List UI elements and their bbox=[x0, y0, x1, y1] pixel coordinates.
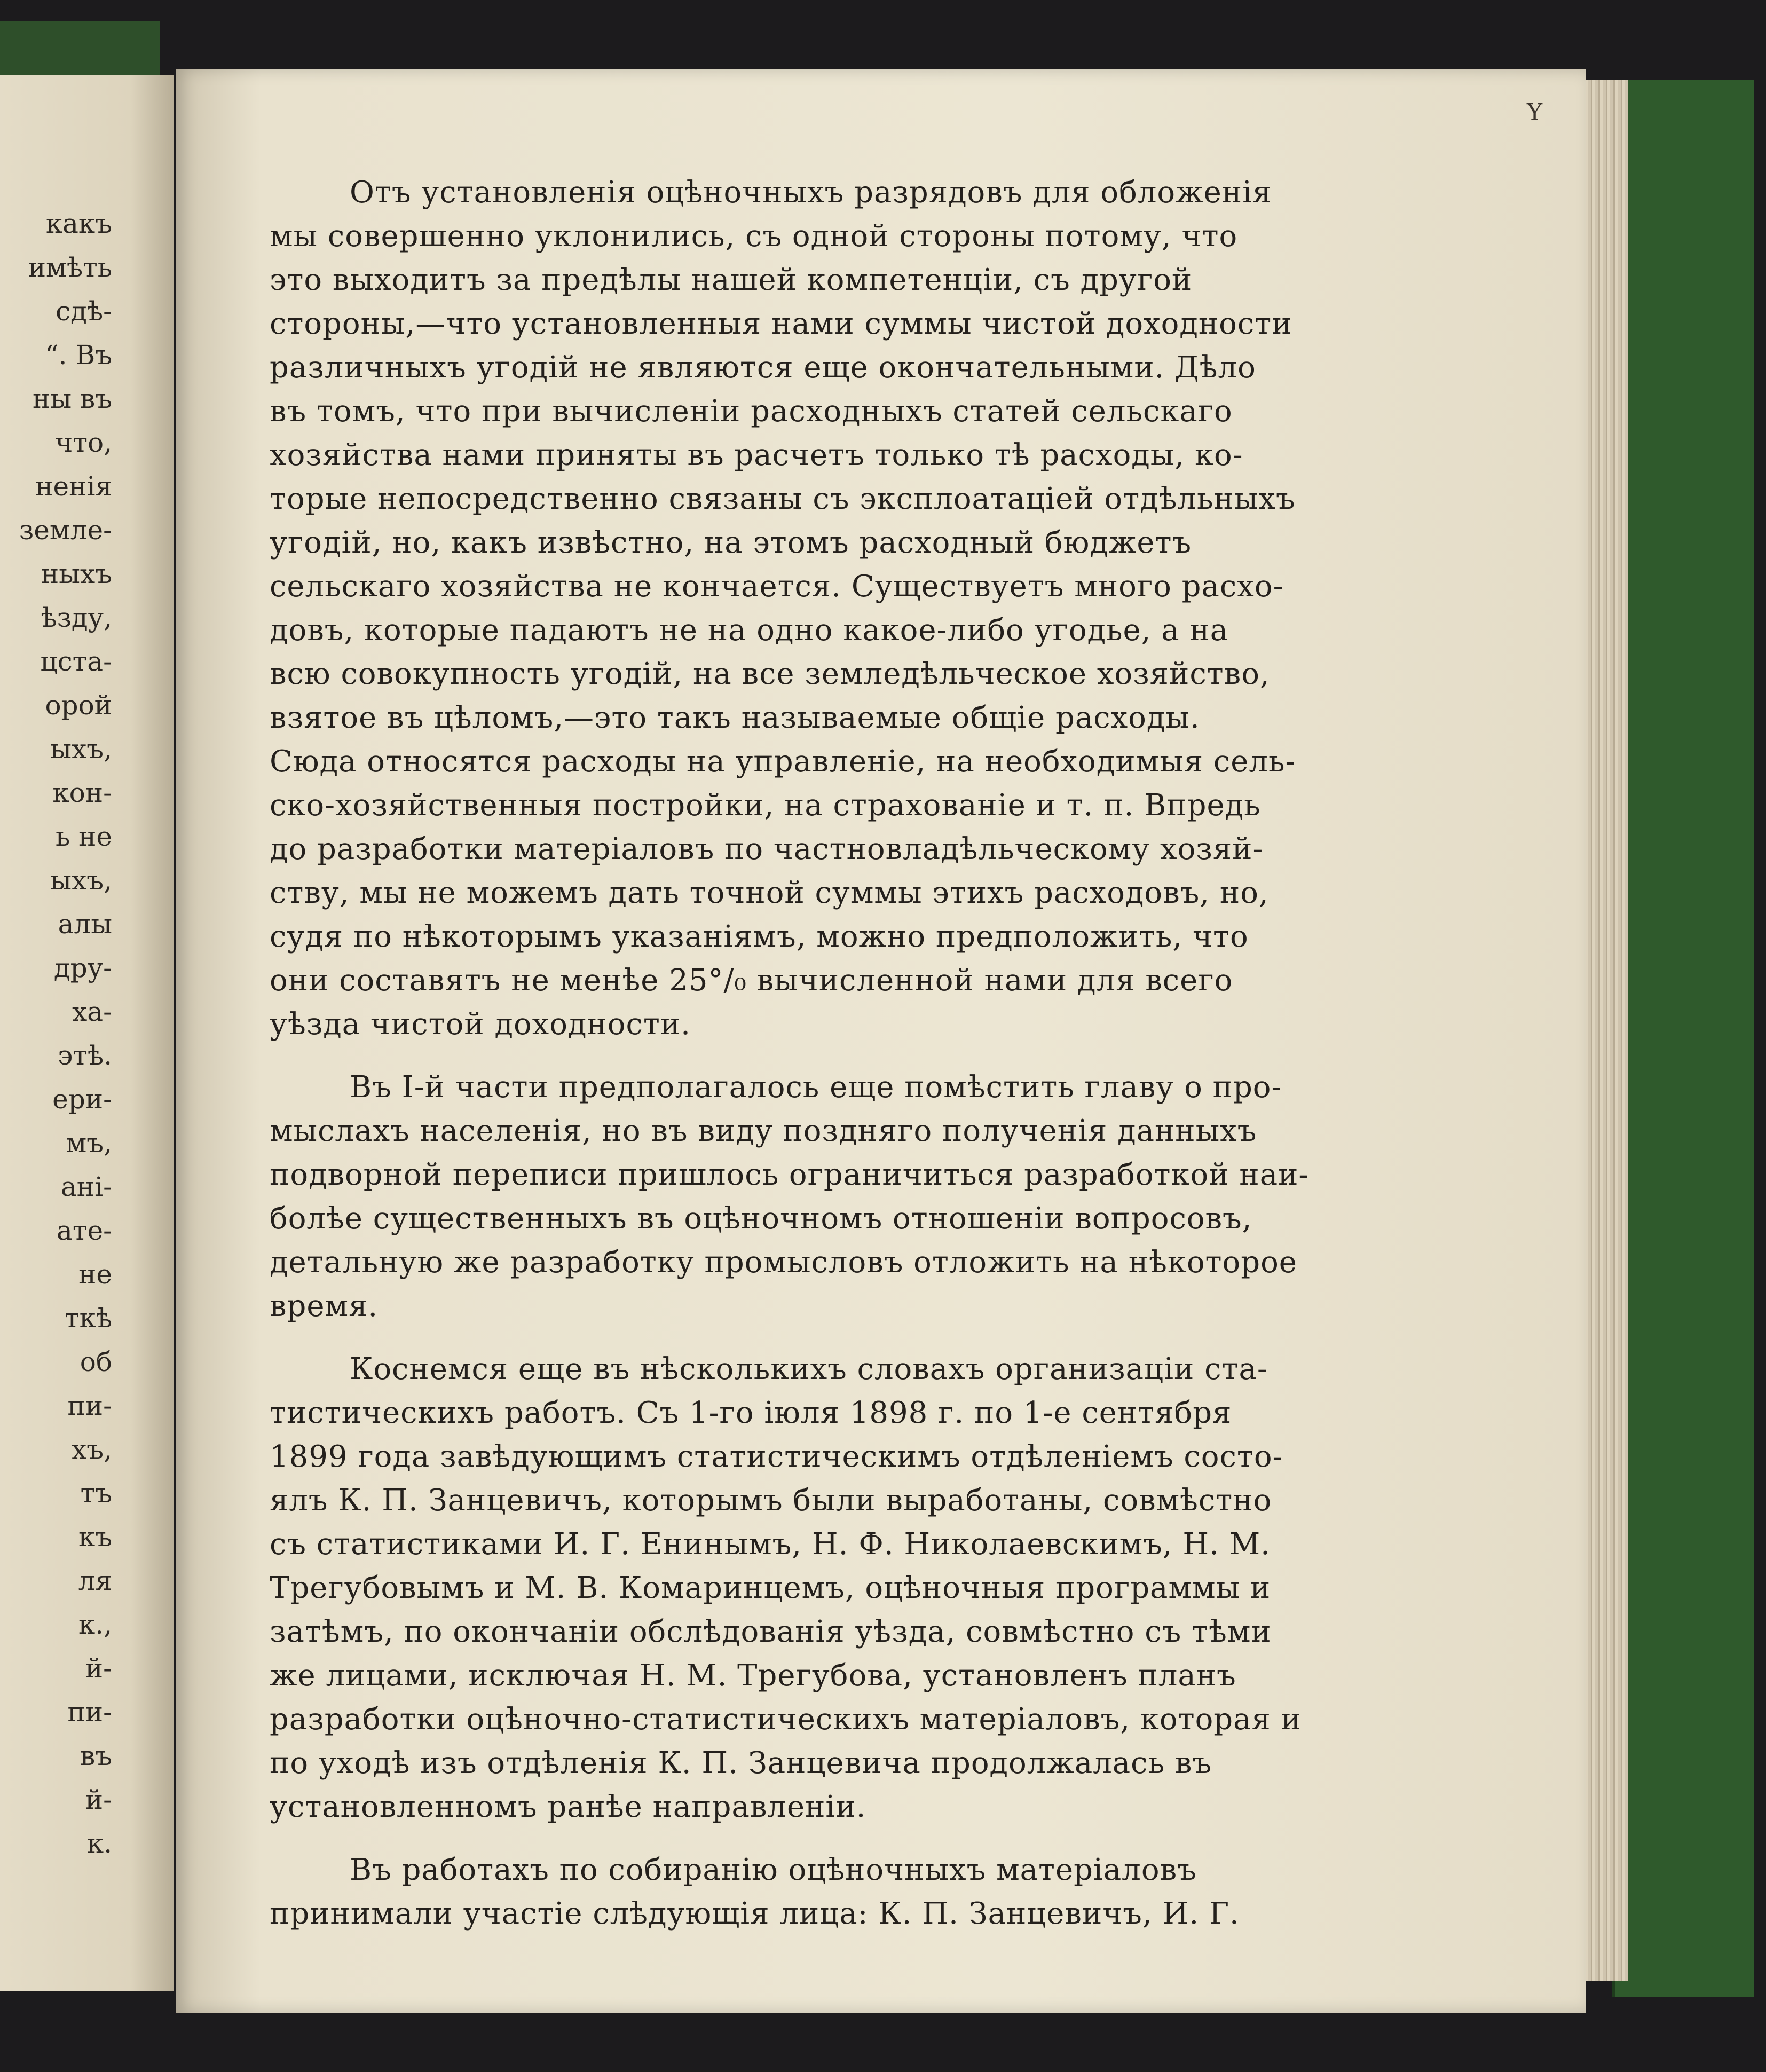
left-page-fragment: анi- bbox=[60, 1171, 112, 1202]
text-line: же лицами, исключая Н. М. Трегубова, установленъ планъ bbox=[270, 1658, 1236, 1693]
left-page-fragment: пи- bbox=[67, 1697, 112, 1728]
text-line: различныхъ угодій не являются еще окончательными. Дѣло bbox=[270, 350, 1256, 385]
text-line: стороны,—что установленныя нами суммы чистой доходности bbox=[270, 306, 1292, 341]
left-page-fragment: к., bbox=[78, 1609, 112, 1640]
paragraph-2 bbox=[270, 1066, 1615, 1328]
left-page-fragment: об bbox=[80, 1346, 112, 1377]
left-page-fragment: имѣть bbox=[28, 252, 112, 283]
page-marker: Y bbox=[1527, 99, 1543, 126]
left-page-fragment: пи- bbox=[67, 1390, 112, 1421]
text-line: Отъ установленія оцѣночныхъ разрядовъ для обложенія bbox=[350, 175, 1272, 210]
text-line: подворной переписи пришлось ограничиться разработкой наи- bbox=[270, 1157, 1310, 1192]
left-page-fragment: хъ, bbox=[72, 1434, 112, 1465]
text-line: Въ работахъ по собиранію оцѣночныхъ матеріаловъ bbox=[350, 1853, 1197, 1887]
text-line: время. bbox=[270, 1289, 379, 1323]
left-page-fragment: кон- bbox=[52, 777, 112, 808]
left-page-fragment: не bbox=[78, 1259, 112, 1290]
text-line: 1899 года завѣдующимъ статистическимъ отдѣленіемъ состо- bbox=[270, 1439, 1283, 1474]
left-page-fragment: къ bbox=[78, 1522, 112, 1553]
text-line: Сюда относятся расходы на управленіе, на необходимыя сель- bbox=[270, 744, 1296, 779]
left-page-fragment: алы bbox=[58, 909, 112, 940]
left-page bbox=[0, 75, 174, 1991]
left-page-fragment: ыхъ, bbox=[50, 734, 112, 765]
text-line: ялъ К. П. Занцевичъ, которымъ были выработаны, совмѣстно bbox=[270, 1483, 1272, 1518]
text-line: болѣе существенныхъ въ оцѣночномъ отношеніи вопросовъ, bbox=[270, 1201, 1252, 1236]
text-line: торые непосредственно связаны съ эксплоатаціей отдѣльныхъ bbox=[270, 482, 1296, 516]
book-cover-right bbox=[1612, 80, 1754, 1997]
text-line: сельскаго хозяйства не кончается. Существуетъ много расхо- bbox=[270, 569, 1284, 604]
paragraph-3 bbox=[270, 1348, 1615, 1829]
left-page-fragment: этѣ. bbox=[58, 1040, 112, 1071]
left-page-fragment: й- bbox=[85, 1784, 112, 1815]
left-page-fragment: к. bbox=[86, 1828, 112, 1859]
text-line: Трегубовымъ и М. В. Комаринцемъ, оцѣночныя программы и bbox=[270, 1571, 1271, 1605]
left-page-fragment: сдѣ- bbox=[56, 296, 112, 327]
text-line: съ статистиками И. Г. Енинымъ, Н. Ф. Николаевскимъ, Н. М. bbox=[270, 1527, 1271, 1562]
text-line: взятое въ цѣломъ,—это такъ называемые общіе расходы. bbox=[270, 700, 1200, 735]
right-page bbox=[176, 69, 1586, 2013]
left-page-fragment: ненія bbox=[35, 471, 112, 502]
left-page-fragment: ѣзду, bbox=[41, 602, 112, 633]
text-line: детальную же разработку промысловъ отложить на нѣкоторое bbox=[270, 1245, 1297, 1280]
left-page-fragment: дру- bbox=[53, 952, 112, 983]
paragraph-1 bbox=[270, 171, 1615, 1046]
left-page-fragment: “. Въ bbox=[45, 340, 112, 371]
text-line: это выходитъ за предѣлы нашей компетенціи, съ другой bbox=[270, 263, 1193, 297]
left-page-fragment: что, bbox=[55, 427, 112, 458]
left-page-fragment: ныхъ bbox=[41, 558, 112, 589]
text-line: установленномъ ранѣе направленіи. bbox=[270, 1790, 866, 1824]
left-page-fragment: какъ bbox=[45, 208, 112, 239]
text-line: тистическихъ работъ. Съ 1-го іюля 1898 г. по 1-е сентября bbox=[270, 1396, 1232, 1430]
text-line: судя по нѣкоторымъ указаніямъ, можно предположить, что bbox=[270, 919, 1249, 954]
text-line: угодій, но, какъ извѣстно, на этомъ расходный бюджетъ bbox=[270, 525, 1192, 560]
text-line: ству, мы не можемъ дать точной суммы этихъ расходовъ, но, bbox=[270, 876, 1269, 910]
left-page-fragment: ткѣ bbox=[64, 1303, 112, 1334]
left-page-fragment: ны въ bbox=[33, 383, 112, 414]
text-line: принимали участіе слѣдующія лица: К. П. Занцевичъ, И. Г. bbox=[270, 1896, 1240, 1931]
text-line: до разработки матеріаловъ по частновладѣльческому хозяй- bbox=[270, 832, 1264, 866]
text-line: Коснемся еще въ нѣсколькихъ словахъ организаціи ста- bbox=[350, 1352, 1268, 1386]
text-line: хозяйства нами приняты въ расчетъ только тѣ расходы, ко- bbox=[270, 438, 1243, 472]
text-line: въ томъ, что при вычисленіи расходныхъ статей сельскаго bbox=[270, 394, 1233, 429]
left-page-fragment: ате- bbox=[57, 1215, 112, 1246]
left-page-fragment: мъ, bbox=[66, 1128, 112, 1159]
paragraph-4 bbox=[270, 1848, 1615, 1936]
left-page-fragment: ь не bbox=[55, 821, 112, 852]
text-line: они составятъ не менѣе 25°/₀ вычисленной нами для всего bbox=[270, 963, 1233, 998]
page-body bbox=[270, 171, 1615, 1936]
text-line: по уходѣ изъ отдѣленія К. П. Занцевича продолжалась въ bbox=[270, 1746, 1212, 1780]
text-line: разработки оцѣночно-статистическихъ матеріаловъ, которая и bbox=[270, 1702, 1302, 1737]
left-page-fragment: въ bbox=[80, 1740, 112, 1771]
text-line: затѣмъ, по окончаніи обслѣдованія уѣзда, совмѣстно съ тѣми bbox=[270, 1614, 1272, 1649]
text-line: мы совершенно уклонились, съ одной стороны потому, что bbox=[270, 219, 1238, 254]
text-line: всю совокупность угодій, на все земледѣльческое хозяйство, bbox=[270, 657, 1270, 691]
left-page-fragment: ери- bbox=[52, 1084, 112, 1115]
left-page-fragment: цста- bbox=[40, 646, 112, 677]
text-line: довъ, которые падаютъ не на одно какое-либо угодье, а на bbox=[270, 613, 1229, 648]
text-line: уѣзда чистой доходности. bbox=[270, 1007, 691, 1042]
text-line: Въ І-й части предполагалось еще помѣстить главу о про- bbox=[350, 1070, 1282, 1105]
text-line: мыслахъ населенія, но въ виду поздняго полученія данныхъ bbox=[270, 1114, 1257, 1148]
left-page-fragment: орой bbox=[45, 690, 112, 721]
left-page-fragment: земле- bbox=[19, 515, 112, 546]
left-page-fragment: ыхъ, bbox=[50, 865, 112, 896]
left-page-fragment: й- bbox=[85, 1653, 112, 1684]
left-page-fragment: ля bbox=[78, 1565, 112, 1596]
left-page-fragment: тъ bbox=[80, 1478, 112, 1509]
text-line: ско-хозяйственныя постройки, на страхованіе и т. п. Впредь bbox=[270, 788, 1261, 823]
left-page-fragment: ха- bbox=[72, 996, 112, 1027]
